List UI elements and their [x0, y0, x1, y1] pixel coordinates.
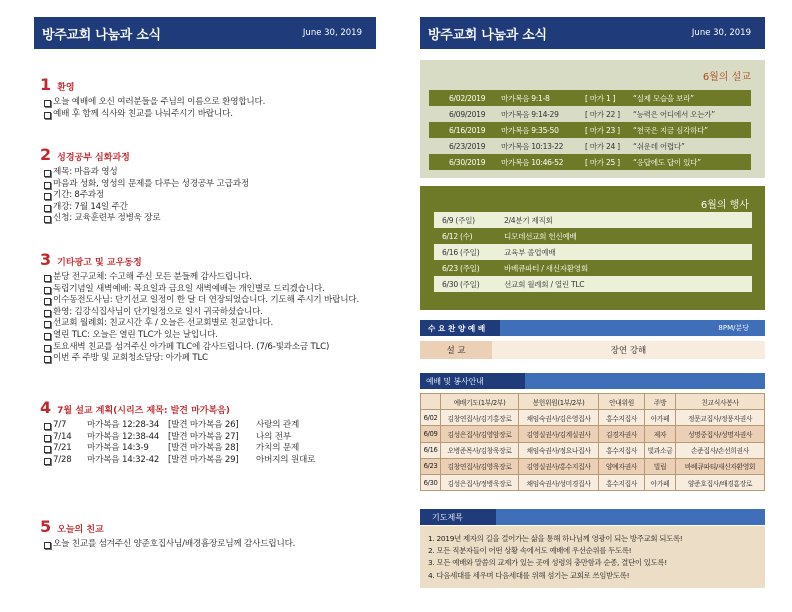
prayer-title: 기도제목 — [420, 509, 496, 525]
events-caption: 6월의 행사 — [700, 200, 749, 211]
section-study — [40, 145, 385, 225]
section-fellowship — [40, 517, 385, 551]
section-number: 5 — [40, 517, 52, 536]
list-item: 신청: 교육훈련부 정병욱 장로 — [40, 213, 385, 225]
right-header — [420, 17, 765, 49]
section-number: 4 — [40, 398, 52, 417]
sermon-row: 6/30/2019 마가복음 10:46-52 [ 마가 25 ] “응답에도 답이 있다” — [429, 154, 751, 170]
list-item: 7/14 마가복음 12:38-44 [발견 마가복음 27] 나의 전부 — [40, 432, 385, 444]
list-item: 7/21 마가복음 14:3-9 [발견 마가복음 28] 가치의 문제 — [40, 443, 385, 455]
list-item: 기간: 8주과정 — [40, 190, 385, 202]
page-title: 방주교회 나눔과 소식 — [428, 27, 547, 43]
june-sermons-box — [420, 60, 765, 178]
event-row: 6/30 (주일) 선교회 월례회 / 열린 TLC — [434, 276, 752, 292]
service-table — [420, 393, 765, 491]
table-row: 6/02 김창연집사/김기홍장로 채임숙권사/김은영집사 홍수지집사 아가페 정문교집사/정풍자권사 — [421, 410, 765, 426]
wed-worship-time: 8PM/분당 — [500, 320, 765, 336]
section-number: 1 — [40, 75, 52, 94]
list-item: 예배 후 함께 식사와 친교를 나눠주시기 바랍니다. — [40, 109, 385, 121]
section-title: 성경공부 심화과정 — [57, 153, 130, 163]
list-item: 이번 주 주방 및 교회청소담당: 아가페 TLC — [40, 353, 385, 365]
service-title-bar — [420, 373, 765, 389]
list-item: 제목: 마음과 영성 — [40, 167, 385, 179]
issue-date: June 30, 2019 — [302, 28, 362, 38]
table-row: 6/30 김성은집사/정병욱장로 채임숙권사/성미경집사 홍수지집사 아가페 양준호집사/배경흠장로 — [421, 474, 765, 490]
list-item: 오늘 예배에 오신 여러분들을 주님의 이름으로 환영합니다. — [40, 97, 385, 109]
list-item: 열린 TLC: 오늘은 열린 TLC가 있는 날입니다. — [40, 330, 385, 342]
prayer-item: 3. 모든 예배와 말씀의 교제가 있는 곳에 성령의 충만함과 순종, 결단이 있도록! — [428, 558, 667, 568]
wed-worship-role: 설 교 — [420, 341, 492, 359]
section-title: 오늘의 친교 — [57, 525, 104, 535]
list-item: 이수동전도사님: 단기선교 일정이 한 달 더 연장되었습니다. 기도해 주시기 바랍니다. — [40, 295, 385, 307]
section-title: 환영 — [57, 83, 75, 93]
wed-worship-bar — [420, 320, 765, 336]
prayer-title-bar — [420, 509, 765, 525]
section-title: 7월 설교 계획(시리즈 제목: 발견 마가복음) — [57, 406, 230, 416]
sermon-row: 6/09/2019 마가복음 9:14-29 [ 마가 22 ] “능력은 어디에서 오는가” — [449, 109, 715, 119]
table-row: 6/09 김성은집사/김영암장로 김영실권사/김계실권사 김경자권사 제자 성명중집사/성명자권사 — [421, 426, 765, 442]
sermon-row: 6/02/2019 마가복음 9:1-8 [ 마가 1 ] “실제 모습을 보라” — [429, 90, 751, 106]
list-item: 분당 전구교체: 수고해 주신 모든 분들께 감사드립니다. — [40, 272, 385, 284]
prayer-item: 2. 모든 직분자들이 어떤 상황 속에서도 예배에 우선순위를 두도록! — [428, 546, 632, 556]
prayer-item: 4. 다음세대를 세우며 다음세대를 위해 섬기는 교회로 쓰임받도록! — [428, 570, 630, 580]
list-item: 개강: 7월 14일 주간 — [40, 202, 385, 214]
section-number: 3 — [40, 250, 52, 269]
wed-worship-preacher: 장연 강해 — [492, 341, 765, 359]
list-item: 7/7 마가복음 12:28-34 [발견 마가복음 26] 사랑의 관계 — [40, 420, 385, 432]
service-title: 예배 및 봉사안내 — [420, 373, 525, 389]
list-item: 오늘 친교를 섬겨주신 양준호집사님/배경흠장로님께 감사드립니다. — [40, 539, 385, 551]
event-row: 6/12 (수) 디모데선교회 헌신예배 — [442, 231, 577, 241]
section-title: 기타광고 및 교우동정 — [57, 258, 142, 268]
sermons-caption: 6월의 설교 — [702, 72, 751, 83]
section-news — [40, 250, 385, 365]
list-item: 마음과 성화, 영성의 문제를 다루는 성경공부 고급과정 — [40, 179, 385, 191]
sermon-row: 6/16/2019 마가복음 9:35-50 [ 마가 23 ] “천국은 지금 심각하다” — [429, 122, 751, 138]
list-item: 토요새벽 친교를 섬겨주신 아가페 TLC에 감사드립니다. (7/6-빛과소금 TLC) — [40, 342, 385, 354]
section-number: 2 — [40, 145, 52, 164]
section-welcome — [40, 75, 385, 120]
page-title: 방주교회 나눔과 소식 — [42, 27, 161, 43]
table-row: 6/16 오병준목사/김창욱장로 채임숙권사/정요나집사 홍수지집사 빛과소금 손준집사/손선희권사 — [421, 442, 765, 458]
left-header — [34, 17, 376, 49]
event-row: 6/9 (주일) 2/4분기 제직회 — [434, 212, 752, 228]
prayer-box — [420, 526, 765, 588]
wed-worship-label: 수 요 찬 양 예 배 — [420, 320, 500, 336]
table-header-row: 예배기도(1부/2부) 봉헌위원(1부/2부) 안내위원 주방 친교식사봉사 — [421, 394, 765, 410]
list-item: 선교회 월례회: 친교시간 후 / 오늘은 선교회별로 친교합니다. — [40, 318, 385, 330]
event-row: 6/16 (주일) 교육부 졸업예배 — [434, 244, 752, 260]
list-item: 독립기념일 새벽예배: 목요일과 금요일 새벽예배는 개인별로 드리겠습니다. — [40, 284, 385, 296]
section-sermon-plan — [40, 398, 385, 466]
wed-worship-row — [420, 341, 765, 359]
table-row: 6/23 김창연집사/김영욱장로 김영실권사/홍수지집사 양예자권사 빌립 바베큐파티/새신자환영회 — [421, 458, 765, 474]
list-item: 7/28 마가복음 14:32-42 [발견 마가복음 29] 아버지의 원대로 — [40, 455, 385, 467]
prayer-item: 1. 2019년 제자의 길을 걸어가는 삶을 통해 하나님께 영광이 되는 방주교회 되도록! — [428, 534, 683, 543]
list-item: 환영: 김강식집사님이 단기일정으로 일시 귀국하셨습니다. — [40, 307, 385, 319]
june-events-box — [420, 186, 765, 310]
sermon-row: 6/23/2019 마가복음 10:13-22 [ 마가 24 ] “쉬운데 어렵다” — [449, 141, 685, 151]
event-row: 6/23 (주일) 바베큐파티 / 새신자환영회 — [442, 263, 588, 273]
issue-date: June 30, 2019 — [691, 28, 751, 38]
